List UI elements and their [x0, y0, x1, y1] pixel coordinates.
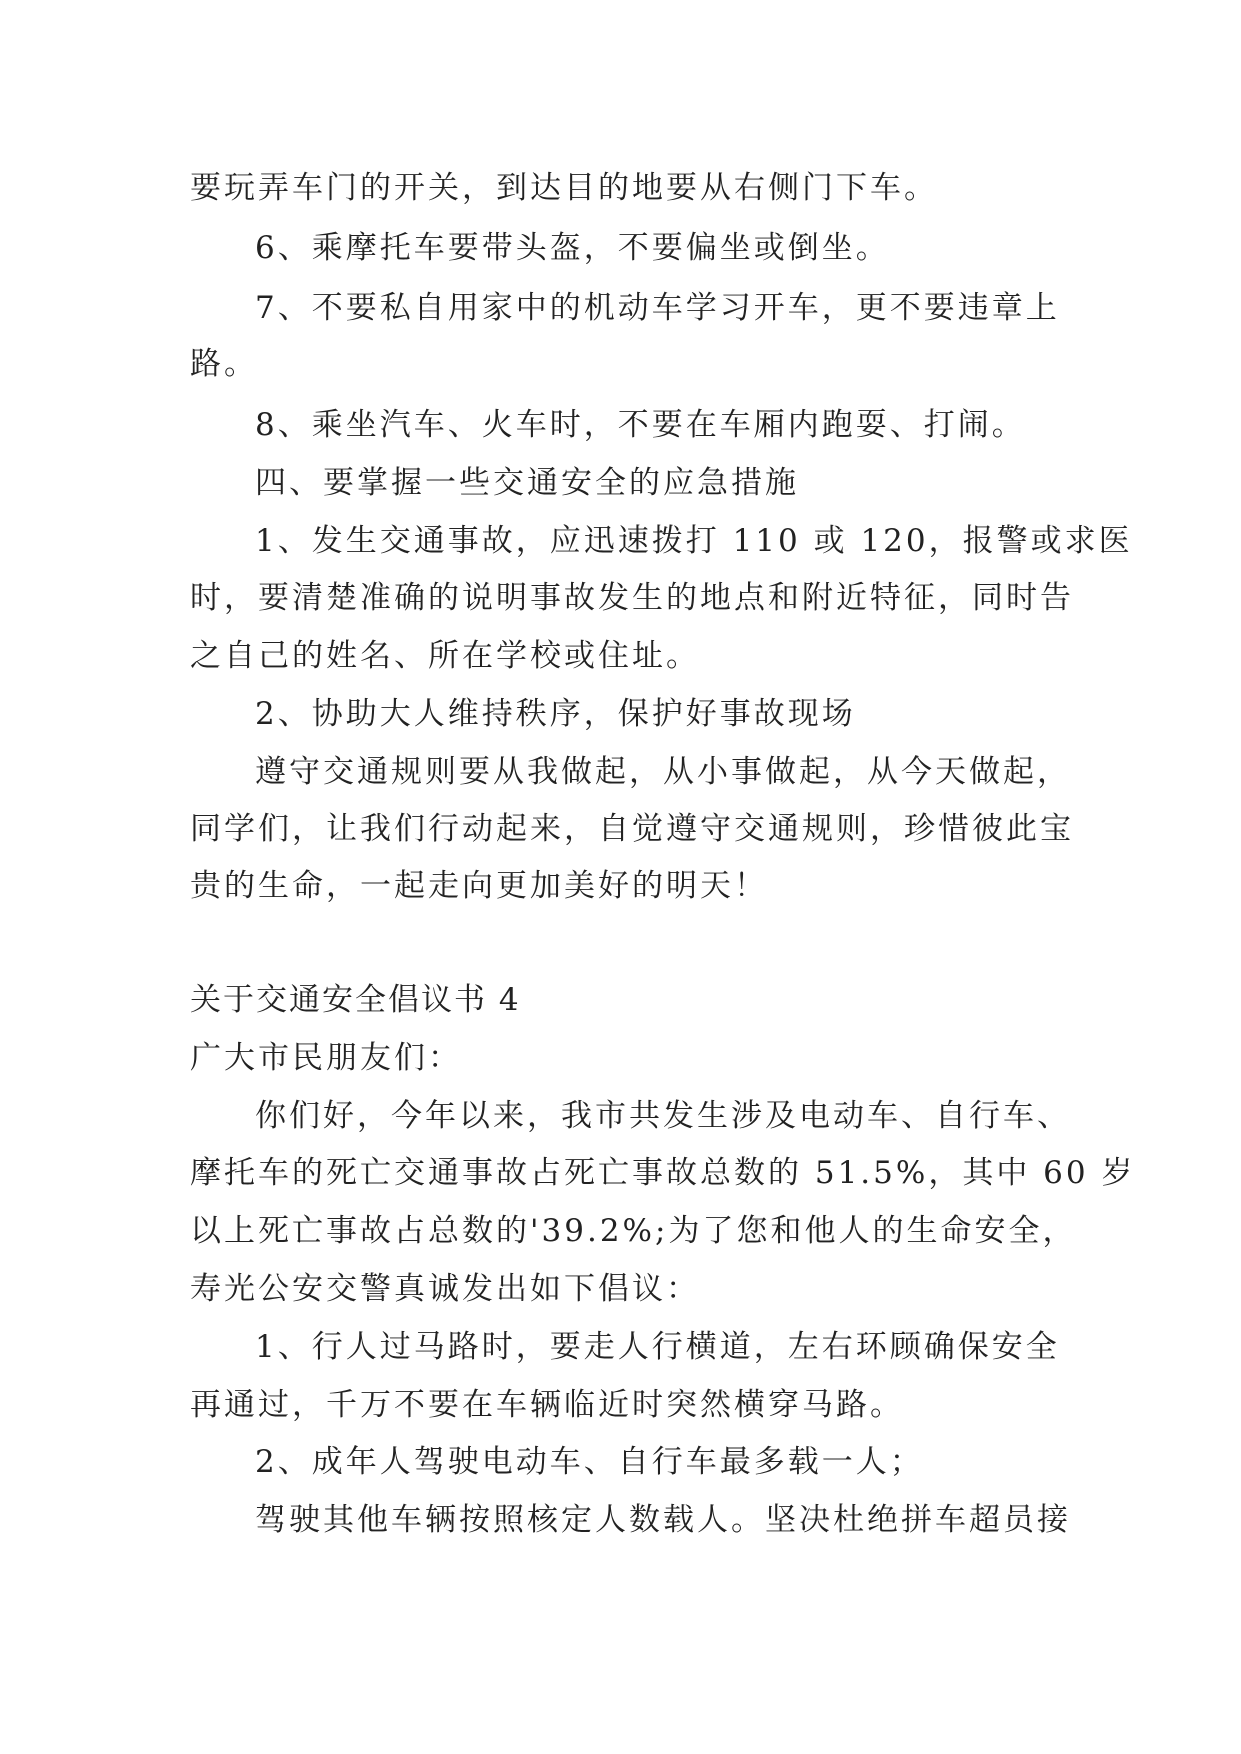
paragraph-line: 驾驶其他车辆按照核定人数载人。坚决杜绝拼车超员接: [255, 1502, 1071, 1538]
paragraph-line: 路。: [190, 346, 258, 382]
section-heading: 四、要掌握一些交通安全的应急措施: [255, 465, 799, 501]
list-item-7: 7、不要私自用家中的机动车学习开车，更不要违章上: [255, 290, 1060, 326]
document-title: 关于交通安全倡议书 4: [190, 982, 521, 1018]
paragraph-line: 再通过，千万不要在车辆临近时突然横穿马路。: [190, 1387, 904, 1423]
paragraph-line: 要玩弄车门的开关，到达目的地要从右侧门下车。: [190, 170, 938, 206]
list-item-2: 2、成年人驾驶电动车、自行车最多载一人；: [255, 1444, 924, 1480]
paragraph-line: 摩托车的死亡交通事故占死亡事故总数的 51.5%，其中 60 岁: [190, 1155, 1136, 1191]
paragraph-line: 遵守交通规则要从我做起，从小事做起，从今天做起，: [255, 754, 1071, 790]
paragraph-line: 寿光公安交警真诚发出如下倡议：: [190, 1271, 700, 1307]
paragraph-line: 你们好，今年以来，我市共发生涉及电动车、自行车、: [255, 1098, 1071, 1134]
paragraph-line: 以上死亡事故占总数的'39.2%;为了您和他人的生命安全，: [190, 1213, 1077, 1249]
list-item-1: 1、行人过马路时，要走人行横道，左右环顾确保安全: [255, 1329, 1060, 1365]
paragraph-line: 时，要清楚准确的说明事故发生的地点和附近特征，同时告: [190, 580, 1074, 616]
list-item-1: 1、发生交通事故，应迅速拨打 110 或 120，报警或求医: [255, 523, 1133, 559]
greeting: 广大市民朋友们：: [190, 1040, 462, 1076]
paragraph-line: 之自己的姓名、所在学校或住址。: [190, 638, 700, 674]
list-item-6: 6、乘摩托车要带头盔，不要偏坐或倒坐。: [255, 230, 890, 266]
list-item-8: 8、乘坐汽车、火车时，不要在车厢内跑耍、打闹。: [255, 407, 1026, 443]
paragraph-line: 同学们，让我们行动起来，自觉遵守交通规则，珍惜彼此宝: [190, 811, 1074, 847]
paragraph-line: 贵的生命，一起走向更加美好的明天！: [190, 868, 768, 904]
list-item-2: 2、协助大人维持秩序，保护好事故现场: [255, 696, 856, 732]
